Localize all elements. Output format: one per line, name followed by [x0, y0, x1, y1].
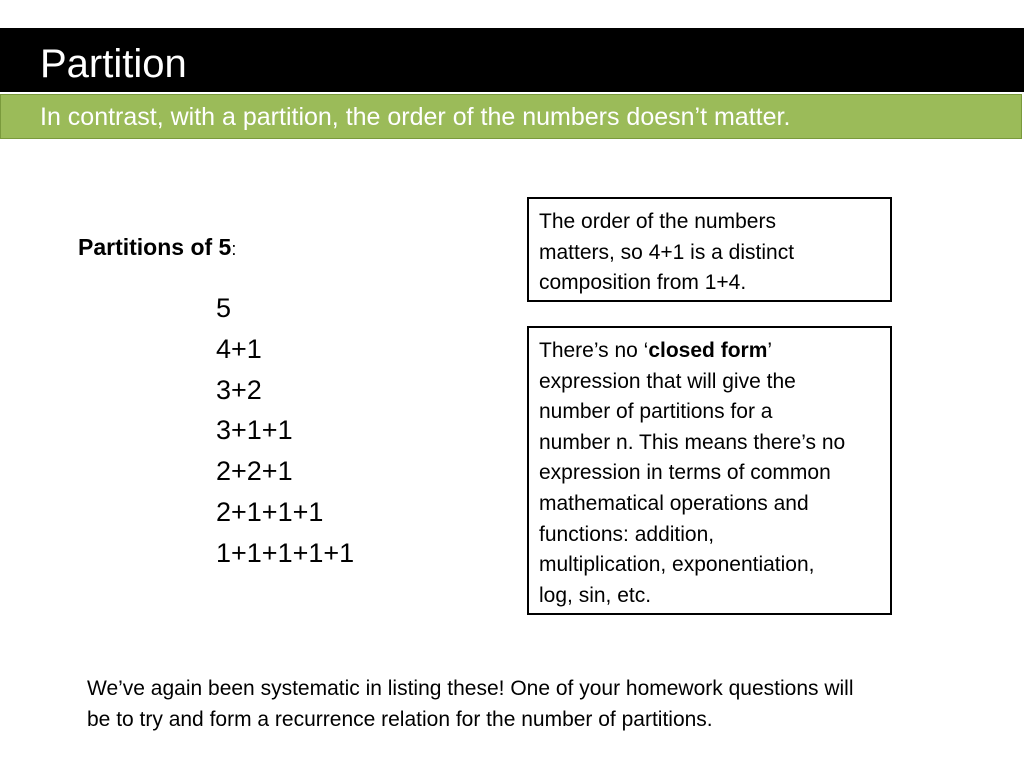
- note-line: The order of the numbers: [539, 210, 776, 233]
- note-line: composition from 1+4.: [539, 271, 747, 295]
- slide-title: Partition: [40, 42, 187, 86]
- note-line: log, sin, etc.: [539, 583, 652, 607]
- footer-note: [87, 674, 854, 735]
- partitions-heading-label: Partitions of 5: [78, 234, 232, 260]
- footer-line: We’ve again been systematic in listing these! One of your homework questions will: [87, 677, 854, 700]
- partitions-heading-colon: :: [231, 239, 237, 259]
- partition-item: 5: [216, 293, 232, 323]
- partition-item: 2+2+1: [216, 456, 293, 487]
- slide-subtitle: In contrast, with a partition, the order of the numbers doesn’t matter.: [40, 103, 791, 131]
- note-line-suffix: ’: [767, 339, 773, 362]
- order-matters-note: [527, 197, 892, 302]
- note-line-prefix: There’s no ‘: [539, 339, 649, 362]
- closed-form-note: [527, 326, 892, 615]
- partition-list: [216, 288, 354, 574]
- note-line: expression that will give the: [539, 369, 796, 393]
- partition-item: 4+1: [216, 333, 262, 364]
- partitions-heading: [78, 232, 236, 264]
- note-line: number of partitions for a: [539, 400, 773, 424]
- note-line: matters, so 4+1 is a distinct: [539, 240, 795, 264]
- partition-item: 3+2: [216, 374, 262, 405]
- note-line: expression in terms of common: [539, 461, 831, 485]
- partition-item: 2+1+1+1: [216, 496, 324, 527]
- note-line: mathematical operations and: [539, 491, 809, 515]
- footer-line: be to try and form a recurrence relation for the number of partitions.: [87, 707, 713, 731]
- note-line: functions: addition,: [539, 522, 715, 546]
- note-line: multiplication, exponentiation,: [539, 553, 815, 577]
- closed-form-term: closed form: [648, 339, 768, 362]
- partition-item: 1+1+1+1+1: [216, 537, 355, 568]
- note-line: [539, 336, 880, 367]
- partition-item: 3+1+1: [216, 415, 293, 446]
- note-line: number n. This means there’s no: [539, 430, 846, 454]
